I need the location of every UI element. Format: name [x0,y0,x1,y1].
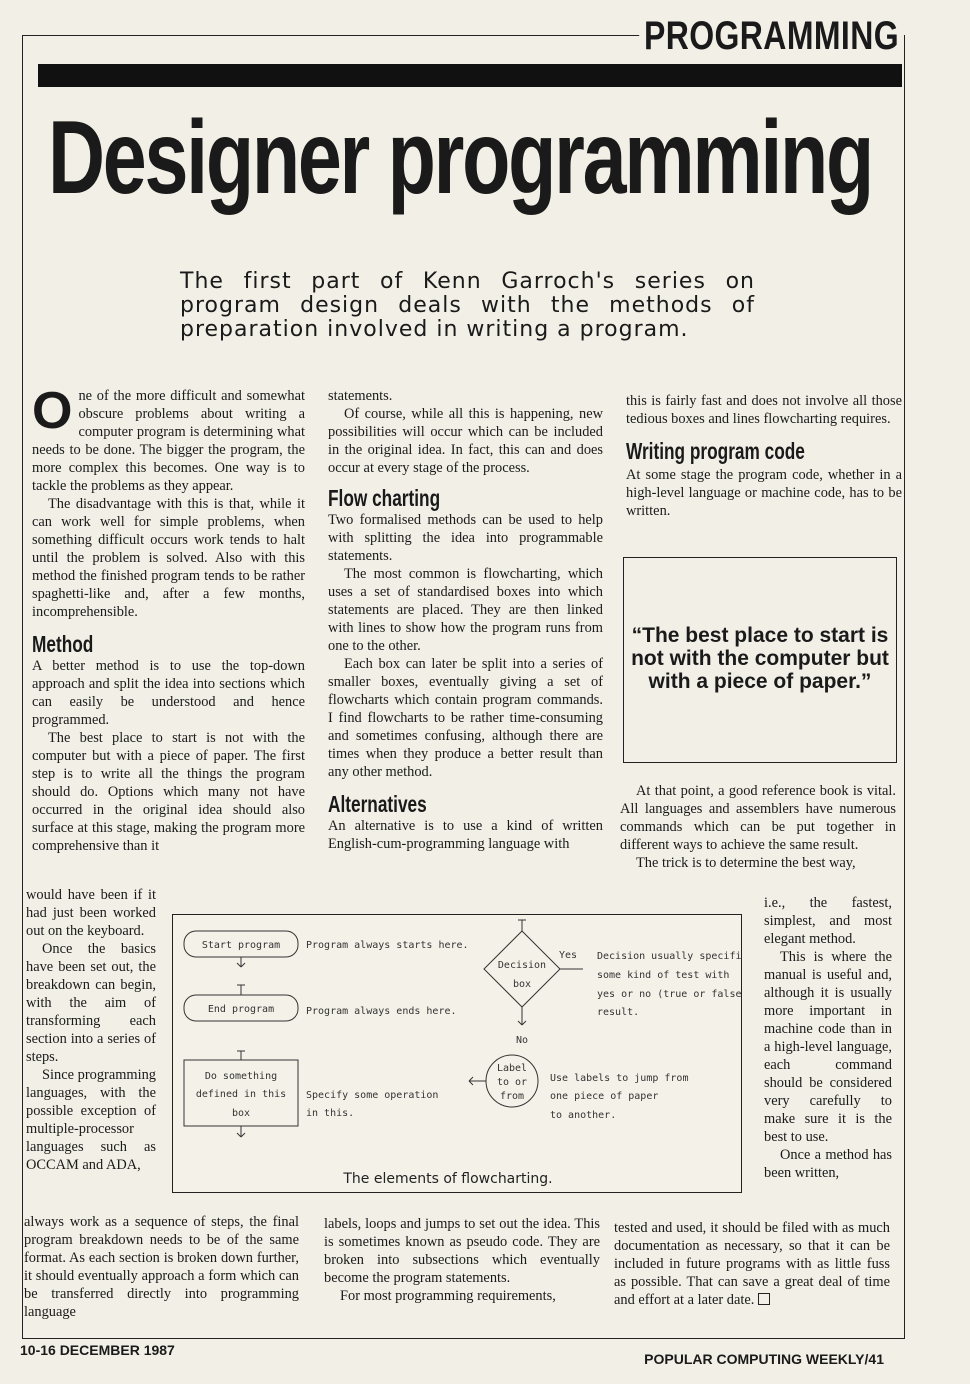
yes-label: Yes [559,950,578,961]
col3-paragraph-6b [614,1219,890,1309]
decision-label-2: box [512,979,532,990]
col2-paragraph-7: labels, loops and jumps to set out the idea. This is sometimes known as pseudo code. They are broken into subsections which eventually become the program statements. [324,1216,600,1286]
figure-caption: The elements of flowcharting. [343,1171,553,1187]
column-1-bottom [24,1213,299,1321]
column-3-bottom [614,1219,890,1309]
process-label-1: Do something [204,1071,278,1082]
connector-label-3: from [499,1091,525,1102]
col2-paragraph-5: Each box can later be split into a series of smaller boxes, eventually giving a set of flowcharts which contain program commands. I find flowcharts to be rather time-consuming and sometimes confusing, although there are times when they produce a better result than any other method. [328,656,603,780]
publication-folio: POPULAR COMPUTING WEEKLY/41 [644,1351,884,1367]
article-title: Designer programming [48,100,872,216]
connector-label-2: to or [496,1077,528,1088]
col3-paragraph-4b: i.e., the fastest, simplest, and most elegant method. [764,895,892,947]
col3-paragraph-2: At some stage the program code, whether in a high-level language or machine code, has to be written. [626,467,902,519]
col1-paragraph-3: A better method is to use the top-down approach and split the idea into sections which can easily be understood and hence programmed. [32,658,305,728]
column-2-bottom [324,1215,600,1305]
column-3-narrow [764,894,892,1182]
heading-flow-charting: Flow charting [328,485,441,511]
heading-alternatives: Alternatives [328,791,427,817]
col3-paragraph-5: This is where the manual is useful and, although it is usually more important in machine code than in a high-level language, each command should be considered very carefully to make sure it is the best to use. [764,949,892,1145]
start-box-label: Start program [201,940,281,951]
decision-description-1: Decision usually specifies [597,951,741,962]
col1-paragraph-1: ne of the more difficult and somewhat obscure problems about writing a computer program is determining what needs to be done. The bigger the program, the more complex this becomes. One way is to tackle the problems as they appear. [32,388,305,494]
col1-paragraph-6: Since programming languages, with the possible exception of multiple-processor languages such as OCCAM and ADA, [26,1067,156,1173]
col3-paragraph-4: The trick is to determine the best way, [636,855,856,871]
decision-description-2: some kind of test with [597,970,730,981]
heading-writing-program-code: Writing program code [626,438,805,464]
col3-paragraph-3: At that point, a good reference book is vital. All languages and assemblers have numerous commands which can be put together in different ways to achieve the same result. [620,783,896,853]
process-description-2: in this. [306,1108,355,1119]
process-description-1: Specify some operation [306,1090,439,1101]
column-3-mid [620,782,896,872]
pull-quote-box [623,557,897,763]
standfirst: The first part of Kenn Garroch's series on program design deals with the methods of preparation involved in writing a program. [180,269,755,342]
decision-description-4: result. [597,1007,640,1018]
col3-paragraph-1: this is fairly fast and does not involve all those tedious boxes and lines flowcharting requires. [626,393,902,427]
col1-paragraph-4b: would have been if it had just been worked out on the keyboard. [26,887,156,939]
decision-description-3: yes or no (true or false) [597,989,741,1000]
col1-paragraph-4: The best place to start is not with the computer but with a piece of paper. The first step is to write all the things the program should do. Options which many not have occurred in the original idea should also surface at this stage, making the program more comprehensive than it [32,730,305,854]
col2-paragraph-3: Two formalised methods can be used to help with splitting the idea into programmable statements. [328,512,603,564]
column-1 [32,382,305,855]
end-description: Program always ends here. [306,1006,457,1017]
header-rule [38,64,902,87]
col2-paragraph-2: Of course, while all this is happening, new possibilities will occur which can be included in the original idea. In fact, this can and does occur at every stage of the process. [328,406,603,476]
heading-method: Method [32,631,94,657]
process-label-3: box [231,1108,251,1119]
col2-paragraph-6: An alternative is to use a kind of written English-cum-programming language with [328,818,603,852]
drop-cap: O [32,382,73,440]
connector-description-1: Use labels to jump from [550,1073,689,1084]
connector-description-3: to another. [550,1110,617,1121]
col3-paragraph-6b-text: tested and used, it should be filed with as much documentation as necessary, so that it can be included in future programs with as little fuss as possible. That can save a great deal of time and effort at a later date. [614,1220,890,1308]
end-mark-icon [758,1293,770,1305]
process-label-2: defined in this [195,1089,287,1100]
col3-paragraph-6: Once a method has been written, [764,1147,892,1181]
col1-paragraph-6b: always work as a sequence of steps, the final program breakdown needs to be of the same format. As each section is broken down further, it should eventually approach a form which can be transferred directly into programming language [24,1214,299,1320]
pull-quote: “The best place to start is not with the computer but with a piece of paper.” [631,624,889,693]
issue-date: 10-16 DECEMBER 1987 [20,1342,175,1358]
col1-paragraph-5: Once the basics have been set out, the breakdown can begin, with the aim of transforming each section into a series of steps. [26,941,156,1065]
col2-paragraph-4: The most common is flowcharting, which uses a set of standardised boxes into which statements are placed. They are then linked with lines to show how the program runs from one to the other. [328,566,603,654]
col2-paragraph-8: For most programming requirements, [340,1288,556,1304]
col2-paragraph-1: statements. [328,388,393,404]
section-label: PROGRAMMING [639,14,904,59]
col1-paragraph-2: The disadvantage with this is that, while it can work well for simple problems, when something difficult occurs work tends to halt until the problem is solved. Also with this method the finished program tends to be rather spaghetti-like and, after a few months, incomprehensible. [32,496,305,620]
connector-label-1: Label [496,1063,528,1074]
start-description: Program always starts here. [306,940,469,951]
column-1-narrow [26,886,156,1174]
flowchart-diagram [173,915,741,1192]
flowchart-figure [172,914,742,1193]
column-3-top [626,392,902,520]
column-2 [328,387,603,853]
no-label: No [516,1035,529,1046]
end-box-label: End program [207,1004,275,1015]
connector-description-2: one piece of paper [550,1091,659,1102]
decision-label-1: Decision [497,960,547,971]
